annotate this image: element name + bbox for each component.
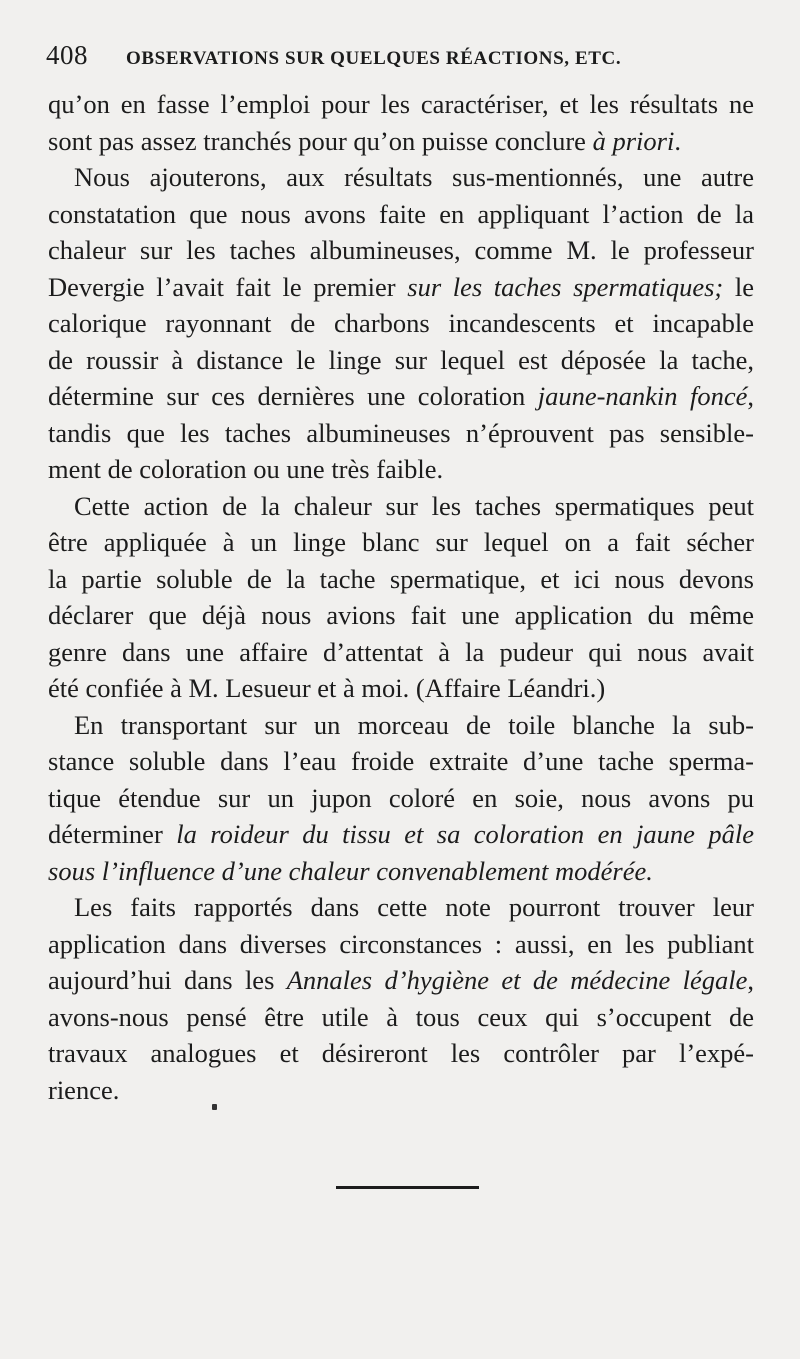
- ink-mark: [212, 1104, 217, 1110]
- text-run: été confiée à M. Lesueur et à moi. (Affaire Léandri.): [48, 673, 606, 703]
- italic-text: jaune-nankin foncé: [537, 381, 748, 411]
- text-line: [48, 926, 754, 963]
- text-run: sont pas assez tranchés pour qu’on puisse conclure: [48, 125, 593, 156]
- page-header: [46, 40, 746, 76]
- text-run: qu’on en fasse l’emploi pour les caractériser, et les résultats ne: [48, 89, 754, 119]
- text-run: calorique rayonnant de charbons incandescents et incapable: [48, 308, 754, 338]
- text-run: le: [723, 271, 755, 302]
- italic-text: sur les taches spermatiques;: [407, 271, 724, 302]
- text-line: [48, 123, 754, 160]
- italic-text: à priori: [592, 125, 675, 156]
- text-run: avons-nous pensé être utile à tous ceux qui s’occupent de: [48, 1001, 754, 1032]
- italic-text: la roideur du tissu et sa coloration en jaune pâle: [176, 819, 754, 849]
- text-run: ment de coloration ou une très faible.: [48, 454, 444, 484]
- text-line: [48, 196, 754, 233]
- text-line: [48, 86, 754, 123]
- text-run: Nous ajouterons, aux résultats sus-mentionnés, une autre: [74, 162, 754, 192]
- text-line: [48, 999, 754, 1036]
- text-run: application dans diverses circonstances : aussi, en les publiant: [48, 928, 754, 959]
- paragraph: [48, 488, 754, 707]
- text-line: [48, 597, 754, 634]
- text-line: [48, 743, 754, 780]
- text-line: [48, 816, 754, 853]
- text-run: chaleur sur les taches albumineuses, comme M. le professeur: [48, 235, 754, 265]
- text-line: [48, 889, 754, 926]
- text-run: ,: [747, 965, 754, 995]
- text-line: [48, 305, 754, 342]
- text-line: [48, 232, 754, 269]
- italic-text: Annales d’hygiène et de médecine légale: [286, 965, 748, 995]
- text-run: aujourd’hui dans les: [48, 965, 287, 995]
- text-run: En transportant sur un morceau de toile blanche la sub-: [74, 709, 754, 740]
- text-run: déterminer: [48, 819, 177, 849]
- text-run: .: [674, 125, 681, 156]
- text-run: genre dans une affaire d’attentat à la pudeur qui nous avait: [48, 636, 754, 667]
- text-line: [48, 524, 754, 561]
- running-title: OBSERVATIONS SUR QUELQUES RÉACTIONS, ETC.: [126, 48, 622, 69]
- body-text: [48, 86, 754, 1108]
- text-line: [48, 1072, 754, 1109]
- text-line: [48, 159, 754, 196]
- text-run: être appliquée à un linge blanc sur lequel on a fait sécher: [48, 527, 754, 557]
- text-run: de roussir à distance le linge sur lequel est déposée la tache,: [48, 344, 754, 375]
- text-line: [48, 780, 754, 817]
- text-line: [48, 488, 754, 525]
- text-line: [48, 1035, 754, 1072]
- text-run: détermine sur ces dernières une coloration: [48, 381, 538, 411]
- text-line: [48, 415, 754, 452]
- text-line: [48, 962, 754, 999]
- text-run: la partie soluble de la tache spermatique, et ici nous devons: [48, 563, 754, 594]
- text-run: Les faits rapportés dans cette note pourront trouver leur: [74, 892, 754, 922]
- text-run: déclarer que déjà nous avions fait une application du même: [48, 600, 754, 630]
- paragraph: [48, 159, 754, 488]
- text-run: Devergie l’avait fait le premier: [48, 271, 408, 302]
- text-line: [48, 342, 754, 379]
- paragraph: [48, 889, 754, 1108]
- text-line: [48, 269, 754, 306]
- text-line: [48, 561, 754, 598]
- text-run: travaux analogues et désireront les contrôler par l’expé-: [48, 1038, 754, 1068]
- text-line: [48, 853, 754, 890]
- text-line: [48, 634, 754, 671]
- text-run: stance soluble dans l’eau froide extraite d’une tache sperma-: [48, 746, 754, 776]
- text-run: constatation que nous avons faite en appliquant l’action de la: [48, 198, 754, 229]
- text-line: [48, 670, 754, 707]
- paragraph: [48, 707, 754, 890]
- text-run: rience.: [48, 1074, 120, 1105]
- text-line: [48, 707, 754, 744]
- italic-text: sous l’influence d’une chaleur convenablement modérée.: [48, 855, 653, 886]
- page-number: 408: [46, 40, 88, 70]
- text-run: tique étendue sur un jupon coloré en soie, nous avons pu: [48, 782, 754, 813]
- text-line: [48, 378, 754, 415]
- end-rule: [336, 1186, 479, 1189]
- text-run: ,: [747, 381, 754, 411]
- text-run: tandis que les taches albumineuses n’éprouvent pas sensible-: [48, 417, 754, 448]
- text-line: [48, 451, 754, 488]
- text-run: Cette action de la chaleur sur les taches spermatiques peut: [74, 490, 754, 521]
- paragraph: [48, 86, 754, 159]
